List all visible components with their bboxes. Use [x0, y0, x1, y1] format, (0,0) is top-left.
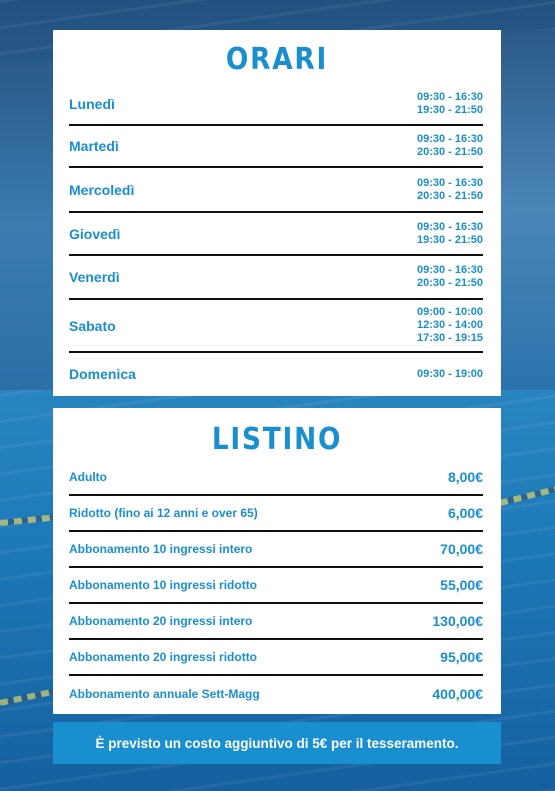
price-label: Adulto	[69, 470, 107, 484]
day-row	[69, 84, 483, 126]
price-value: 70,00€	[440, 541, 483, 557]
time-slot: 09:30 - 16:30	[416, 264, 483, 276]
price-row	[69, 460, 483, 496]
orari-list	[53, 84, 501, 395]
time-slot: 20:30 - 21:50	[416, 146, 483, 158]
time-slot: 09:30 - 16:30	[416, 220, 483, 233]
price-value: 8,00€	[447, 469, 483, 485]
price-label: Abbonamento 20 ingressi ridotto	[69, 650, 258, 664]
time-slot: 09:30 - 16:30	[416, 133, 483, 145]
price-row	[69, 496, 483, 532]
price-row	[69, 676, 483, 712]
day-row	[69, 168, 483, 213]
membership-fee-note: È previsto un costo aggiuntivo di 5€ per il tesseramento.	[53, 722, 501, 764]
price-value: 130,00€	[432, 613, 483, 629]
day-row	[69, 300, 483, 353]
price-label: Abbonamento 10 ingressi ridotto	[69, 578, 258, 592]
price-label: Abbonamento annuale Sett-Magg	[69, 687, 260, 701]
time-slot: 09:00 - 10:00	[416, 306, 483, 318]
price-row	[69, 568, 483, 604]
time-slot: 09:30 - 16:30	[416, 91, 483, 103]
day-label: Mercoledì	[69, 181, 135, 198]
day-times	[417, 221, 483, 247]
day-row	[69, 353, 483, 395]
price-row	[69, 604, 483, 640]
background-pool-right	[500, 30, 555, 390]
day-times	[417, 91, 483, 117]
lane-rope	[0, 514, 55, 526]
price-label: Abbonamento 20 ingressi intero	[69, 614, 253, 628]
day-label: Venerdì	[69, 269, 120, 285]
listino-card	[53, 408, 501, 714]
lane-rope	[499, 486, 555, 506]
day-times	[417, 306, 483, 345]
day-label: Domenica	[69, 366, 136, 382]
day-times	[417, 177, 483, 203]
listino-title: LISTINO	[211, 422, 343, 457]
day-label: Martedì	[69, 138, 119, 154]
day-row	[69, 213, 483, 256]
price-row	[69, 640, 483, 676]
price-value: 55,00€	[440, 577, 483, 593]
price-label: Ridotto (fino ai 12 anni e over 65)	[69, 506, 258, 520]
time-slot: 20:30 - 21:50	[416, 277, 483, 289]
time-slot: 09:30 - 19:00	[416, 367, 483, 380]
price-label: Abbonamento 10 ingressi intero	[69, 542, 253, 556]
time-slot: 20:30 - 21:50	[416, 189, 483, 202]
background-pool-left	[0, 60, 55, 390]
time-slot: 09:30 - 16:30	[416, 176, 483, 189]
day-times	[417, 133, 483, 159]
day-row	[69, 126, 483, 168]
day-label: Lunedì	[69, 96, 115, 112]
time-slot: 19:30 - 21:50	[416, 233, 483, 246]
orari-title: ORARI	[225, 42, 329, 77]
day-label: Giovedì	[69, 225, 121, 242]
day-times	[417, 264, 483, 290]
time-slot: 19:30 - 21:50	[416, 104, 483, 116]
orari-card	[53, 30, 501, 396]
price-value: 6,00€	[447, 505, 483, 521]
day-times	[417, 368, 483, 381]
price-row	[69, 532, 483, 568]
day-label: Sabato	[69, 317, 116, 334]
day-row	[69, 256, 483, 300]
price-value: 400,00€	[432, 686, 483, 702]
price-list	[53, 460, 501, 712]
price-value: 95,00€	[440, 649, 483, 665]
time-slot: 12:30 - 14:00	[416, 319, 483, 331]
time-slot: 17:30 - 19:15	[416, 332, 483, 344]
